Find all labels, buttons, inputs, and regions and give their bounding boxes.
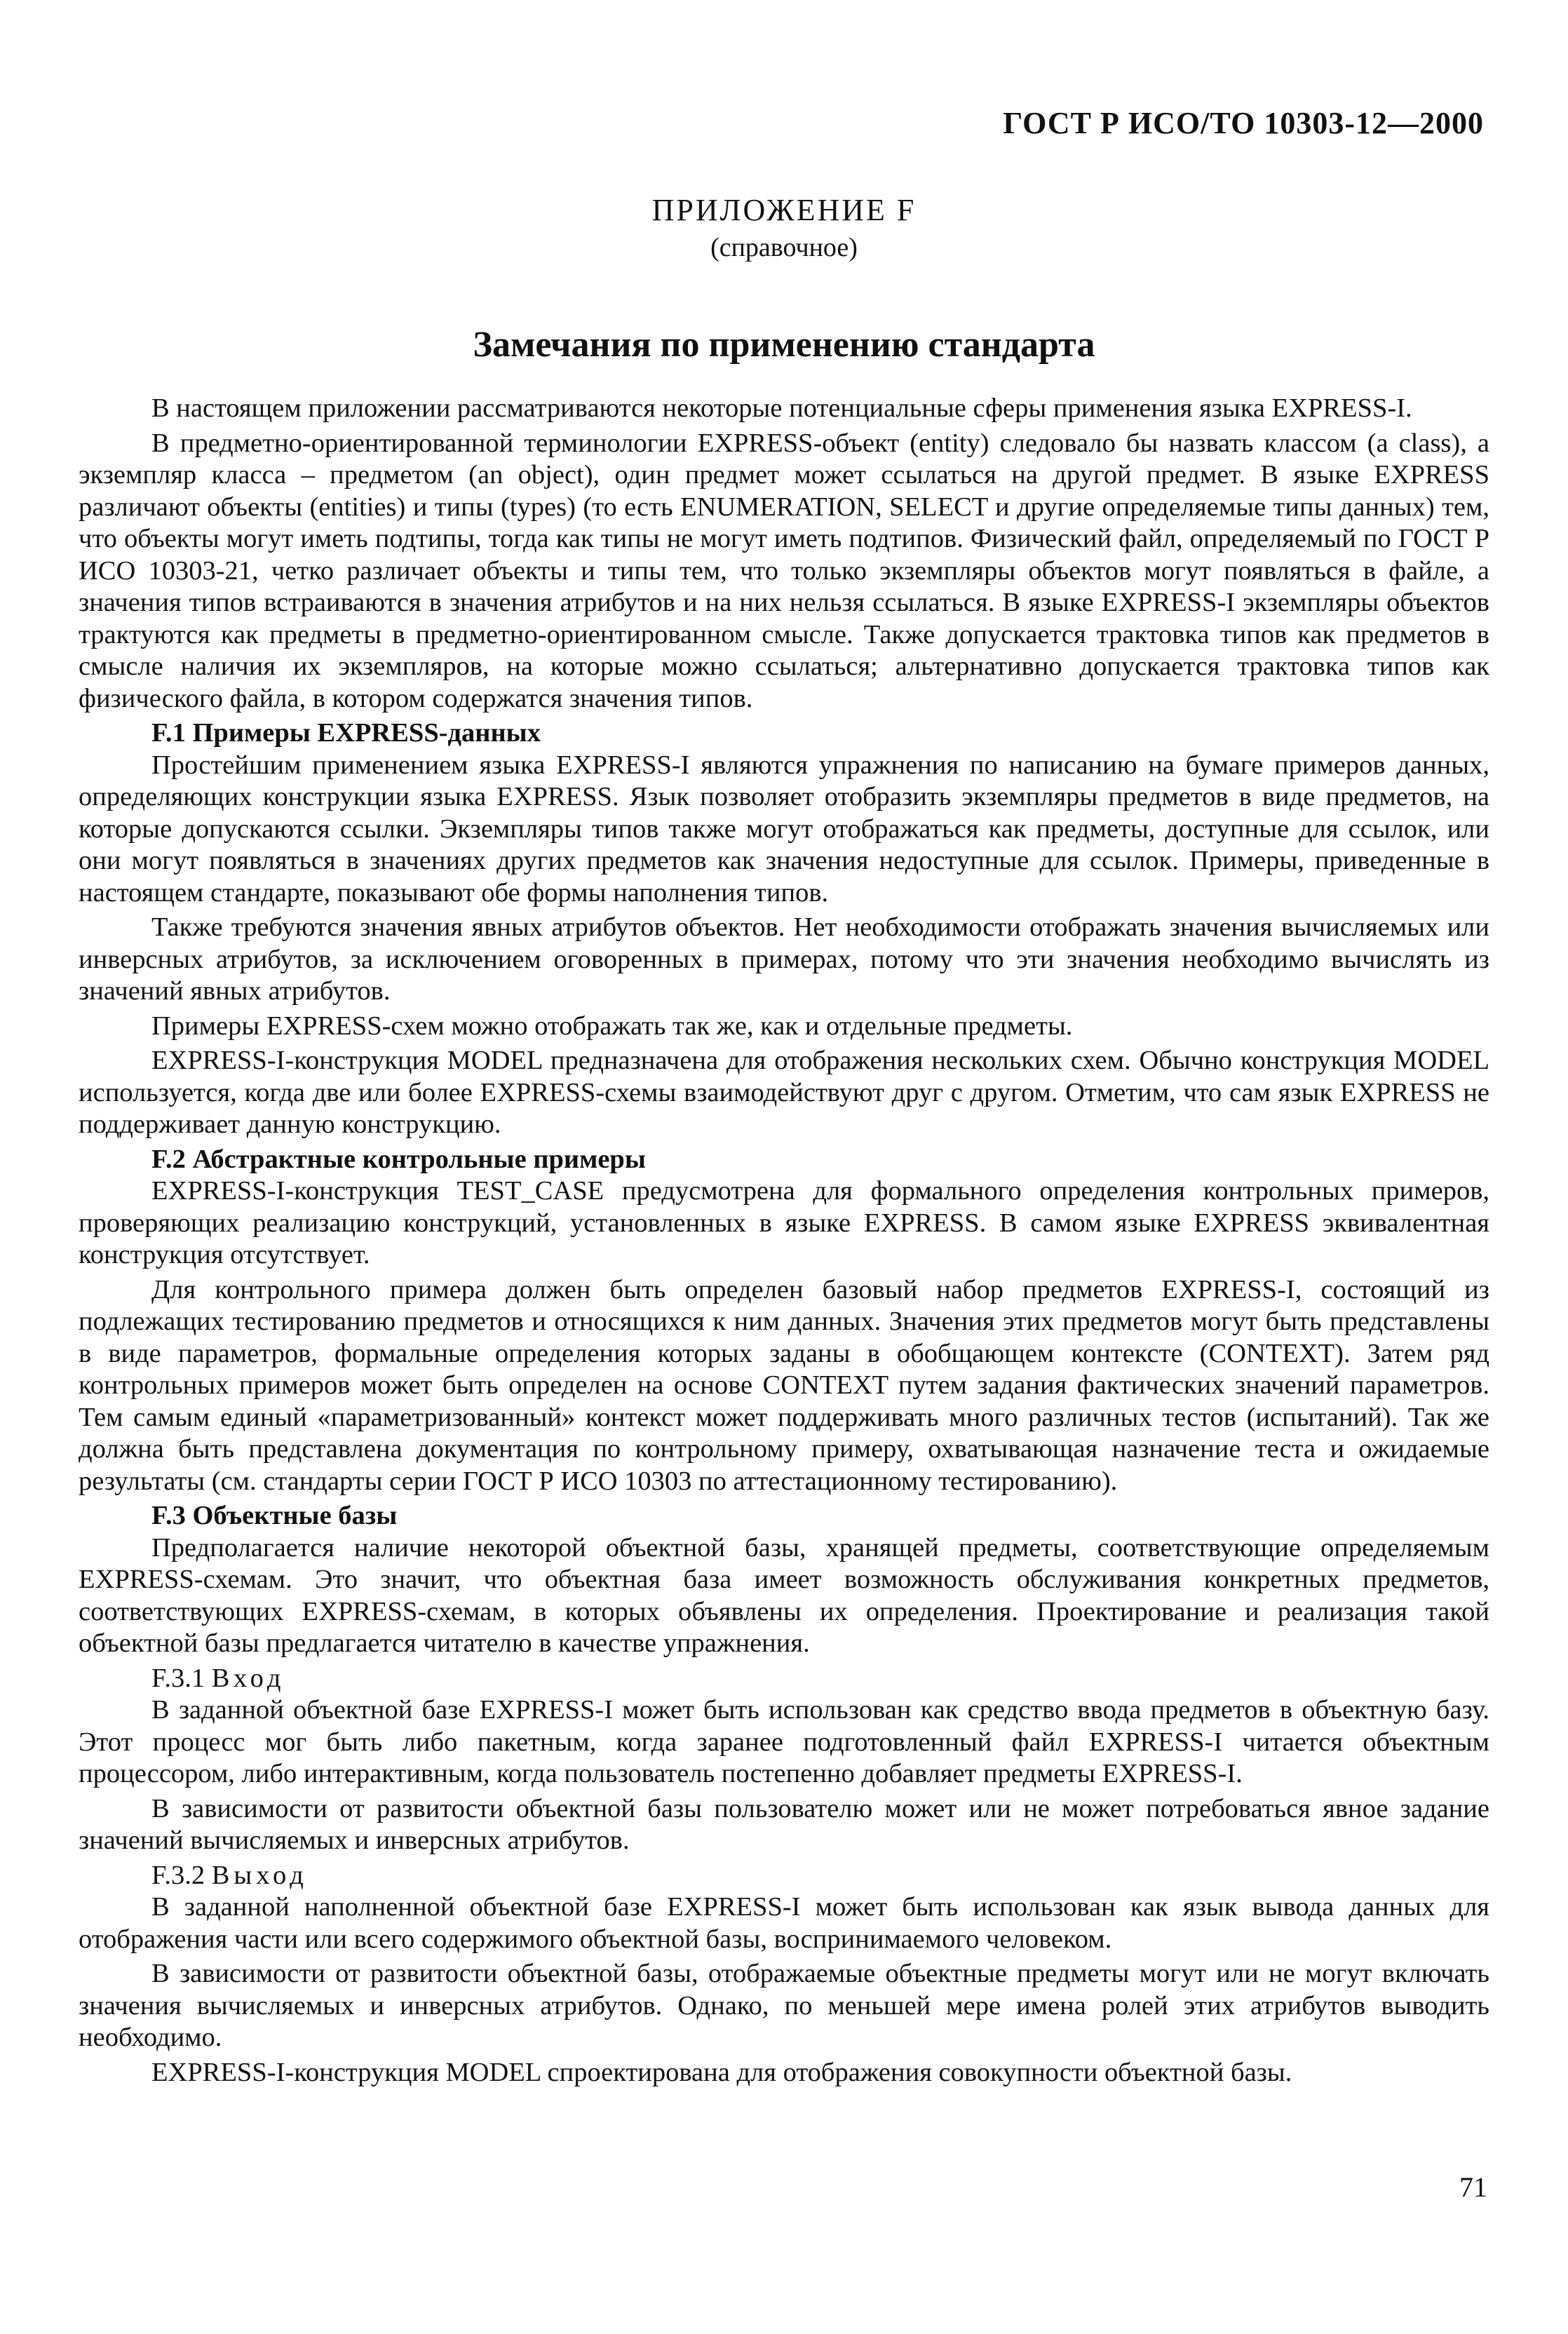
page-number: 71	[1459, 2171, 1487, 2203]
standard-designation: ГОСТ Р ИСО/ТО 10303-12—2000	[1003, 106, 1484, 140]
section-heading-f2: F.2 Абстрактные контрольные примеры	[151, 1144, 646, 1174]
section-f2-paragraph: EXPRESS-I-конструкция TEST_CASE предусмотрена для формального определения контрольных примеров, проверяющих реализацию конструкций, установленных в языке EXPRESS. В самом языке EXPRESS эквивалентная конструкция отсутствует.	[79, 1176, 1489, 1269]
subsection-label: Вход	[211, 1663, 285, 1693]
section-f1-paragraph: Также требуются значения явных атрибутов объектов. Нет необходимости отображать значения вычисляемых или инверсных атрибутов, за исключением оговоренных в примерах, потому что эти значения необходимо вычислять из значений явных атрибутов.	[79, 912, 1489, 1006]
subsection-f3-2-paragraph: EXPRESS-I-конструкция MODEL спроектирована для отображения совокупности объектной базы.	[151, 2057, 1292, 2087]
intro-paragraph: В предметно-ориентированной терминологии EXPRESS-объект (entity) следовало бы назвать классом (a class), а экземпляр класса – предметом (an object), один предмет может ссылаться на другой предмет. В языке EXPRESS различают объекты (entities) и типы (types) (то есть ENUMERATION, SELECT и другие определяемые типы данных) тем, что объекты могут иметь подтипы, тогда как типы не могут иметь подтипов. Физический файл, определяемый по ГОСТ Р ИСО 10303-21, четко различает объекты и типы тем, что только экземпляры объектов могут появляться в файле, а значения типов встраиваются в значения атрибутов и на них нельзя ссылаться. В языке EXPRESS-I экземпляры объектов трактуются как предметы в предметно-ориентированном смысле. Также допускается трактовка типов как предметов в смысле наличия их экземпляров, на которые можно ссылаться; альтернативно допускается трактовка типов как физического файла, в котором содержатся значения типов.	[79, 428, 1489, 713]
section-heading-f1: F.1 Примеры EXPRESS-данных	[151, 718, 541, 748]
subsection-f3-2-paragraph: В зависимости от развитости объектной базы, отображаемые объектные предметы могут или не могут включать значения вычисляемых и инверсных атрибутов. Однако, по меньшей мере имена ролей этих атрибутов выводить необходимо.	[79, 1959, 1489, 2052]
intro-paragraph: В настоящем приложении рассматриваются некоторые потенциальные сферы применения языка EXPRESS-I.	[151, 393, 1412, 423]
section-f2-paragraph: Для контрольного примера должен быть определен базовый набор предметов EXPRESS-I, состоящий из подлежащих тестированию предметов и относящихся к ним данных. Значения этих предметов могут быть представлены в виде параметров, формальные определения которых заданы в обобщающем контексте (CONTEXT). Затем ряд контрольных примеров может быть определен на основе CONTEXT путем задания фактических значений параметров. Тем самым единый «параметризованный» контекст может поддерживать много различных тестов (испытаний). Так же должна быть представлена документация по контрольному примеру, охватывающая назначение теста и ожидаемые результаты (см. стандарты серии ГОСТ Р ИСО 10303 по аттестационному тестированию).	[79, 1274, 1489, 1496]
section-f1-paragraph: Примеры EXPRESS-схем можно отображать так же, как и отдельные предметы.	[151, 1011, 1073, 1041]
section-heading-f3: F.3 Объектные базы	[151, 1501, 398, 1530]
section-f1-paragraph: Простейшим применением языка EXPRESS-I являются упражнения по написанию на бумаге примеров данных, определяющих конструкции языка EXPRESS. Язык позволяет отобразить экземпляры предметов в виде предметов, на которые допускаются ссылки. Экземпляры типов также могут отображаться как предметы, доступные для ссылок, или они могут появляться в значениях других предметов как значения недоступные для ссылок. Примеры, приведенные в настоящем стандарте, показывают обе формы наполнения типов.	[79, 750, 1489, 908]
subsection-heading-f3-1	[79, 1663, 1489, 1695]
subsection-f3-1-paragraph: В заданной объектной базе EXPRESS-I может быть использован как средство ввода предметов в объектную базу. Этот процесс мог быть либо пакетным, когда заранее подготовленный файл EXPRESS-I читается объектным процессором, либо интерактивным, когда пользователь постепенно добавляет предметы EXPRESS-I.	[79, 1695, 1489, 1788]
subsection-f3-2-paragraph: В заданной наполненной объектной базе EXPRESS-I может быть использован как язык вывода данных для отображения части или всего содержимого объектной базы, воспринимаемого человеком.	[79, 1892, 1489, 1954]
appendix-name: ПРИЛОЖЕНИЕ F	[651, 193, 917, 227]
subsection-heading-f3-2	[79, 1860, 1489, 1892]
subsection-f3-1-paragraph: В зависимости от развитости объектной базы пользователю может или не может потребоваться явное задание значений вычисляемых и инверсных атрибутов.	[79, 1793, 1489, 1855]
section-f1-paragraph: EXPRESS-I-конструкция MODEL предназначена для отображения нескольких схем. Обычно конструкция MODEL используется, когда две или более EXPRESS-схемы взаимодействуют друг с другом. Отметим, что сам язык EXPRESS не поддерживает данную конструкцию.	[79, 1046, 1489, 1139]
subsection-label: Выход	[211, 1860, 308, 1890]
section-f3-paragraph: Предполагается наличие некоторой объектной базы, хранящей предметы, соответствующие определяемым EXPRESS-схемам. Это значит, что объектная база имеет возможность обслуживания конкретных предметов, соответствующих EXPRESS-схемам, в которых объявлены их определения. Проектирование и реализация такой объектной базы предлагается читателю в качестве упражнения.	[79, 1532, 1489, 1658]
subsection-number: F.3.2	[151, 1860, 212, 1890]
body-text	[79, 393, 1489, 2091]
appendix-block	[0, 191, 1568, 265]
document-title: Замечания по применению стандарта	[473, 325, 1095, 365]
appendix-kind: (справочное)	[710, 233, 858, 262]
subsection-number: F.3.1	[151, 1663, 212, 1693]
